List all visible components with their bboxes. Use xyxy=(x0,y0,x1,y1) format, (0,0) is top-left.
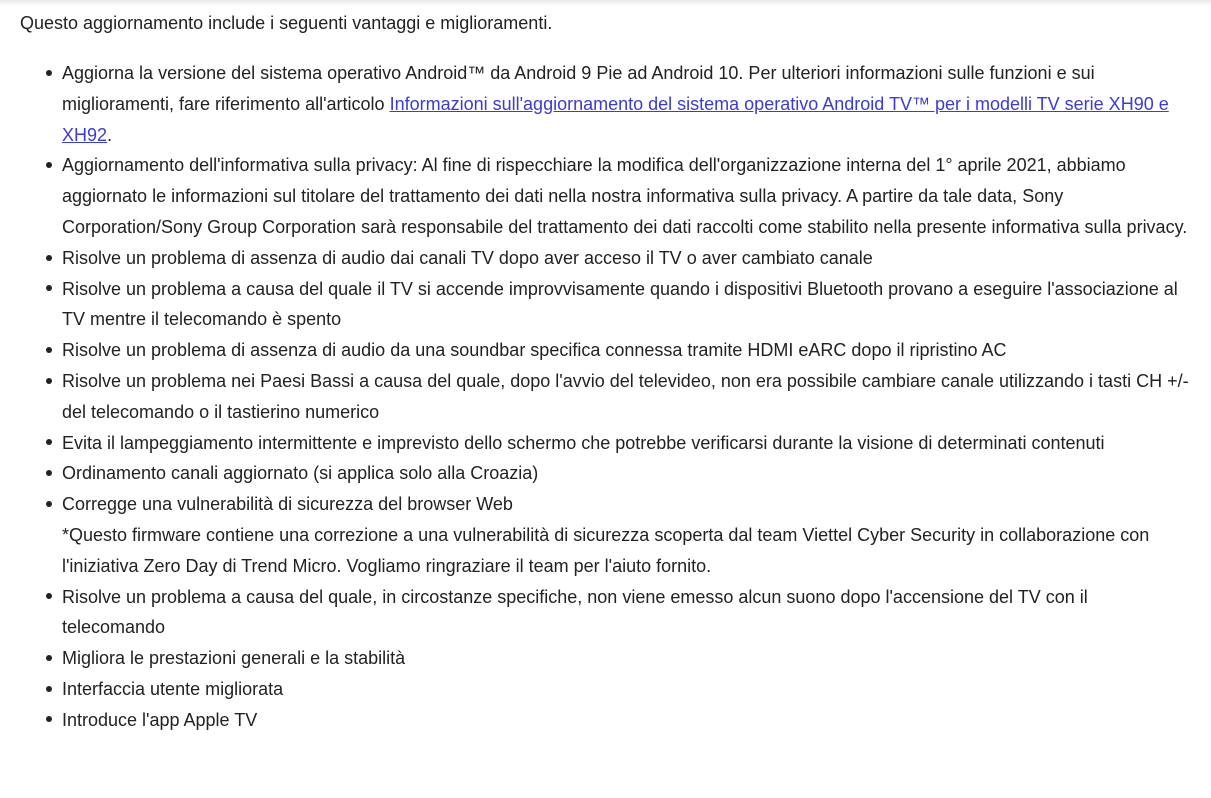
bullet-icon xyxy=(44,335,54,366)
list-item xyxy=(0,58,1190,150)
bullet-icon xyxy=(44,366,54,397)
list-item xyxy=(0,705,1190,736)
item-text-end: . xyxy=(107,124,113,145)
bullet-icon xyxy=(44,150,54,181)
list-item xyxy=(0,366,1190,428)
item-text: Risolve un problema di assenza di audio da una soundbar specifica connessa tramite HDMI eARC dopo il ripristino AC xyxy=(62,340,1007,361)
item-text: Risolve un problema a causa del quale, in circostanze specifiche, non viene emesso alcun suono dopo l'accensione del TV con il telecomando xyxy=(62,586,1088,638)
item-text: Risolve un problema a causa del quale il TV si accende improvvisamente quando i dispositivi Bluetooth provano a eseguire l'associazione al TV mentre il telecomando è spento xyxy=(62,278,1178,330)
security-note: *Questo firmware contiene una correzione a una vulnerabilità di sicurezza scoperta dal team Viettel Cyber Security in collaborazione con l'iniziativa Zero Day di Trend Micro. Vogliamo ringraziare il team per l'aiuto fornito. xyxy=(62,524,1150,576)
bullet-icon xyxy=(44,428,54,459)
item-text: Aggiorna la versione del sistema operativo Android™ da Android 9 Pie ad Android 10. Per ulteriori informazioni sulle funzioni e sui miglioramenti, fare riferimento all'articolo xyxy=(62,63,1095,114)
item-text: Migliora le prestazioni generali e la stabilità xyxy=(62,648,406,669)
bullet-icon xyxy=(44,58,54,89)
list-item xyxy=(0,643,1190,674)
item-text: Evita il lampeggiamento intermittente e imprevisto dello schermo che potrebbe verificarsi durante la visione di determinati contenuti xyxy=(62,432,1105,453)
item-text: Ordinamento canali aggiornato (si applica solo alla Croazia) xyxy=(62,463,539,484)
bullet-icon xyxy=(44,489,54,520)
bullet-icon xyxy=(44,582,54,613)
bullet-icon xyxy=(44,274,54,305)
bullet-icon xyxy=(44,243,54,274)
list-item xyxy=(0,335,1190,366)
item-text: Corregge una vulnerabilità di sicurezza del browser Web xyxy=(62,494,513,515)
bullet-icon xyxy=(44,674,54,705)
list-item xyxy=(0,243,1190,274)
item-text: Aggiornamento dell'informativa sulla privacy: Al fine di rispecchiare la modifica dell'organizzazione interna del 1° aprile 2021, abbiamo aggiornato le informazioni sul titolare del trattamento dei dati nella nostra informativa sulla privacy. A partire da tale data, Sony Corporation/Sony Group Corporation sarà responsabile del trattamento dei dati raccolti come stabilito nella presente informativa sulla privacy. xyxy=(62,155,1188,237)
bullet-icon xyxy=(44,705,54,736)
item-text: Risolve un problema nei Paesi Bassi a causa del quale, dopo l'avvio del televideo, non era possibile cambiare canale utilizzando i tasti CH +/- del telecomando o il tastierino numerico xyxy=(62,370,1189,422)
improvements-list xyxy=(0,58,1190,736)
list-item xyxy=(0,674,1190,705)
list-item xyxy=(0,489,1190,581)
list-item xyxy=(0,274,1190,336)
bullet-icon xyxy=(44,643,54,674)
intro-text: Questo aggiornamento include i seguenti vantaggi e miglioramenti. xyxy=(20,13,553,33)
list-item xyxy=(0,582,1190,644)
list-item xyxy=(0,458,1190,489)
bullet-icon xyxy=(44,458,54,489)
item-text: Introduce l'app Apple TV xyxy=(62,709,258,730)
item-text: Interfaccia utente migliorata xyxy=(62,678,284,699)
item-text: Risolve un problema di assenza di audio dai canali TV dopo aver acceso il TV o aver cambiato canale xyxy=(62,247,873,268)
android-tv-update-link[interactable]: Informazioni sull'aggiornamento del sistema operativo Android TV™ per i modelli TV serie XH90 e XH92 xyxy=(62,93,1169,145)
top-shadow xyxy=(0,0,1211,6)
list-item xyxy=(0,150,1190,242)
list-item xyxy=(0,428,1190,459)
